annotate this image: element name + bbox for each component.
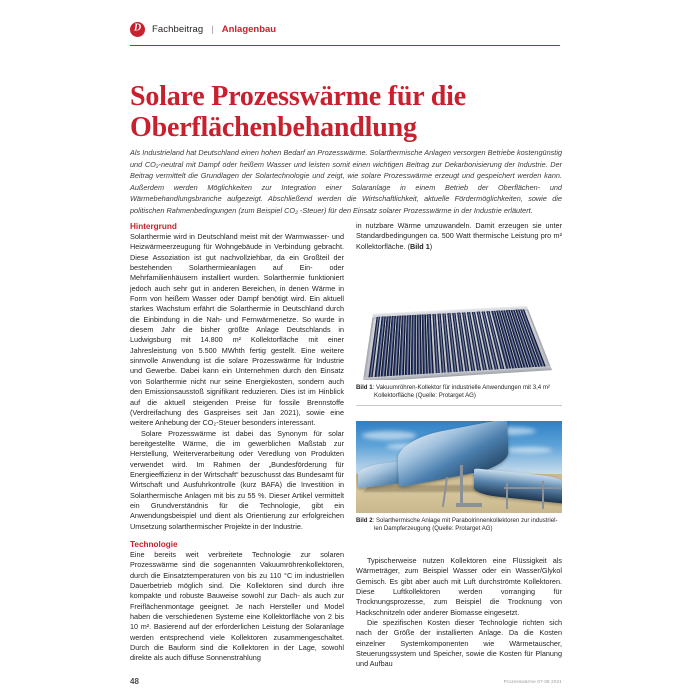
figure-1-image <box>356 258 562 380</box>
publication-logo-icon <box>130 22 145 37</box>
article-lead: Als Industrieland hat Deutschland einen hohen Bedarf an Prozesswärme. Solarthermische Anlagen versorgen Betriebe kostengünstig und CO₂-neutral mit Dampf oder heißem Wasser und leisten somit einen wichtigen Beitrag zur Dekarbonisierung der Industrie. Der Beitrag vermittelt die Grundlagen der Solartechnologie und zeigt, wie solare Prozesswärme erzeugt und gespeichert werden kann. Außerdem werden Möglichkeiten zur Integration einer Solaranlage in einem Betrieb der Oberflächen- und Wärmebehandlungsbranche aufgezeigt. Abschließend werden die Wirtschaftlichkeit, aktuelle Fördermöglichkeiten, sowie die politischen Rahmenbedingungen (zum Beispiel CO₂ -Steuer) für den Einsatz solarer Prozesswärme in der Industrie erläutert. <box>130 148 562 215</box>
kicker-separator: | <box>211 23 214 35</box>
publication-footer: Prozesswärme 07-08 2021 <box>503 679 562 684</box>
paragraph-right-bottom-2: Die spezifischen Kosten dieser Technologie richten sich nach der Größe der installierten Anlage. Da die Kosten einzelner Systemkomponenten wie Wärmetauscher, Steuerungssystem und Speicher, sowie die Kosten für Planung und Aufbau <box>356 618 562 669</box>
figure-2-image <box>356 421 562 513</box>
figure-1-caption <box>356 384 562 401</box>
figure-bild-2 <box>356 421 562 534</box>
header-divider <box>130 45 560 46</box>
title-line-1: Solare Prozesswärme für die <box>130 80 466 112</box>
paragraph-technologie-1: Eine bereits weit verbreitete Technologie zur solaren Prozesswärme sind die sogenannten Vakuumröhrenkollektoren, durch die Einsatztemperaturen von bis zu 110 °C im industriellen Dauerbetrieb möglich sind. Die Kollektoren sind durch ihre kompakte und robuste Bauweise sowohl zur Dach- als auch zur Freiflächenmontage geeignet. Je nach Hersteller und Model haben die verschiedenen Systeme eine Kollektorfläche von 2 bis 10 m². Basierend auf der erforderlichen Leistung der Solaranlage werden entsprechend viele Kollektoren zusammengeschaltet. Durch die Bauform sind die Kollektoren in der Lage, sowohl direkte als auch diffuse Sonnenstrahlung <box>130 549 344 663</box>
figure-bild-1 <box>356 258 562 406</box>
cloud-shape <box>506 447 552 453</box>
figure-1-caption-line1: : Vakuumröhren-Kollektor für industrielle Anwendungen mit 3,4 m² <box>372 384 550 391</box>
figure-1-label: Bild 1 <box>356 384 373 391</box>
page-number: 48 <box>130 677 139 686</box>
paragraph-hintergrund-1: Solarthermie wird in Deutschland meist mit der Warmwasser- und Heizwärmeerzeugung für Wohngebäude in Verbindung gebracht. Diese Assoziation ist gut nachvollziehbar, da ein Großteil der bestehenden Solarthermieanlagen auf Ein- oder Mehrfamilienhäusern installiert wurden. Solarthermie funktioniert jedoch auch sehr gut in anderen Bereichen, in denen Wärme in Form von heißem Wasser oder Dampf benötigt wird. Ein aktuell starkes Wachstum erfährt die Solarthermie in Deutschland durch die Einbindung in die Nah- und Fernwärmenetze. So wurde in diesem Jahr die bisher größte Anlage Deutschlands in Ludwigsburg mit 14.800 m² Kollektorfläche mit einer Jahresleistung von 5.500 MWhth fertig gestellt. Eine weitere sinnvolle Anwendung ist die solare Prozesswärme für Industrie und Gewerbe. Dabei kann ein Unternehmen durch den Einsatz von Solarthermie nicht nur seine Energiekosten, sondern auch den Emissionsausstoß signifikant reduzieren. Dies ist im Hinblick auf die aktuell steigenden Preise für fossile Brennstoffe (Verdreifachung des Gaspreises seit Jan 2021), sowie eine weitere Anhebung der CO₂-Steuer besonders interessant. <box>130 232 344 428</box>
section-spacer <box>130 532 344 539</box>
figure-2-label: Bild 2 <box>356 517 373 524</box>
figure-reference-bild1: Bild 1 <box>410 241 430 251</box>
kicker-label: Fachbeitrag <box>152 23 204 35</box>
figure-2-caption-line1: : Solarthermische Anlage mit Parabolrinnenkollektoren zur industriel- <box>372 517 558 524</box>
figure-2-caption-line2: len Dampferzeugung (Quelle: Protarget AG) <box>374 525 493 533</box>
title-line-2: Oberflächenbehandlung <box>130 111 417 143</box>
figure-1-divider <box>356 405 562 406</box>
paragraph-hintergrund-2: Solare Prozesswärme ist dabei das Synonym für solar bereitgestellte Wärme, die im gewerblichen Maßstab zur Herstellung, Weiterverarbeitung oder Veredlung von Produkten verwendet wird. Im Rahmen der „Bundesförderung für Energieeffizienz in der Wirtschaft“ bezuschusst das Bundesamt für Wirtschaft und Ausfuhrkontrolle (kurz BAFA) die Investition in Solarthermische Anlagen mit bis zu 55 %. Dieser Artikel vermittelt ein Grundverständnis für die Technologie, gibt ein Anwendungsbeispiel und dient als Orientierung zur erfolgreichen Umsetzung solarthermischer Projekte in der Industrie. <box>130 428 344 531</box>
kicker-category: Anlagenbau <box>221 23 277 35</box>
support-rail <box>504 487 562 489</box>
paragraph-right-top-end: ) <box>429 241 433 251</box>
support-base <box>456 503 482 507</box>
paragraph-right-bottom-1: Typischerweise nutzen Kollektoren eine Flüssigkeit als Wärmeträger, zum Beispiel Wasser oder ein Wasser/Glykol Gemisch. Es gibt aber auch mit Luft durchströmte Kollektoren. Diese Luftkollektoren werden vorranging für Trocknungsprozesse, zum Beispiel die Trocknung von Hackschnitzeln oder anderer Biomasse eingesetzt. <box>356 556 562 617</box>
figure-1-caption-line2: Kollektorfläche (Quelle: Protarget AG) <box>374 392 476 400</box>
support-post <box>542 481 544 509</box>
left-column <box>130 221 344 664</box>
figure-2-caption <box>356 517 562 534</box>
support-post <box>460 465 463 505</box>
section-heading-hintergrund: Hintergrund <box>130 222 177 231</box>
paragraph-right-top <box>356 221 562 252</box>
cloud-shape <box>362 431 416 440</box>
section-heading-technologie: Technologie <box>130 539 178 549</box>
right-column-top <box>356 221 562 252</box>
right-column-bottom <box>356 556 562 670</box>
parabolic-trough-illustration <box>356 421 562 513</box>
paragraph-right-top-text: in nutzbare Wärme umzuwandeln. Damit erzeugen sie unter Standardbedingungen ca. 500 Watt thermische Leistung pro m² Kollektorfläche. ( <box>356 221 562 251</box>
vacuum-tube-collector-illustration <box>363 306 552 380</box>
page-title <box>130 81 570 143</box>
page-kicker <box>130 20 560 38</box>
logo-letter: D <box>133 22 142 34</box>
